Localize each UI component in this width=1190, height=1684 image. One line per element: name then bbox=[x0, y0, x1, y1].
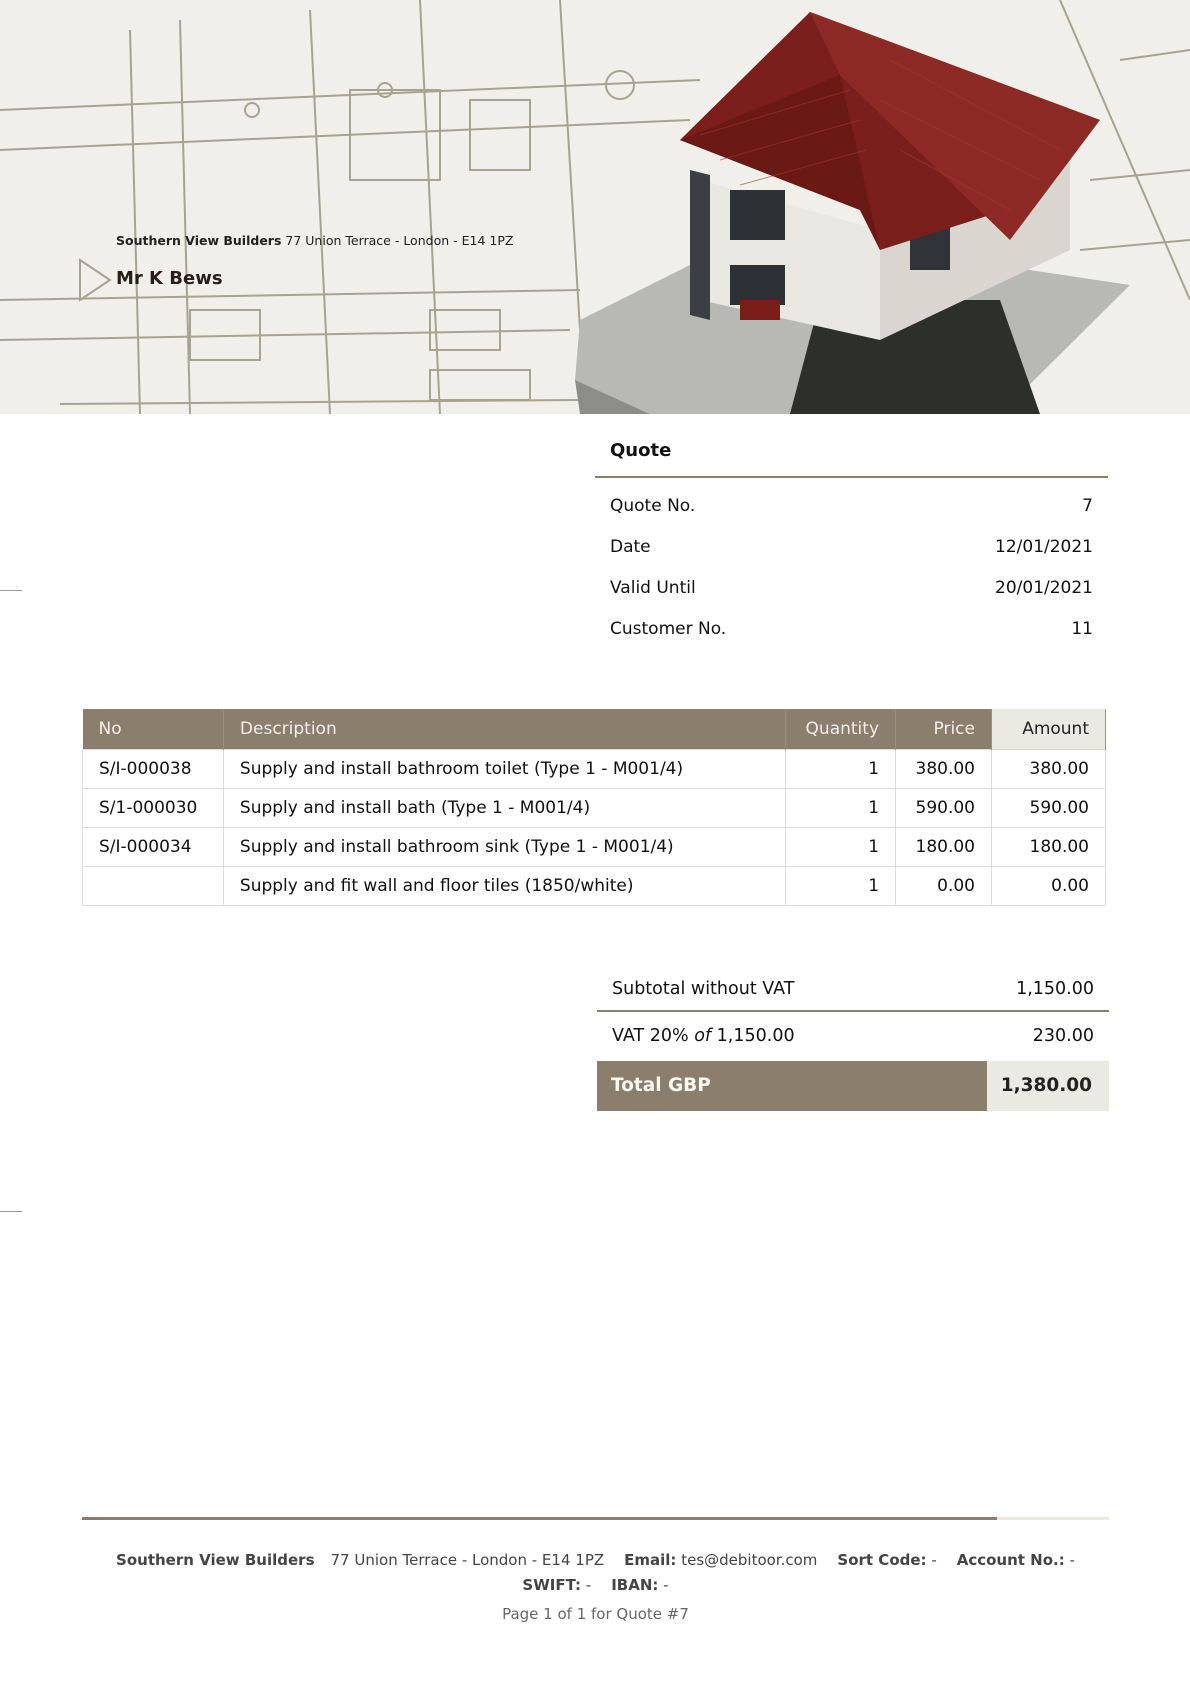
footer-email-label: Email: bbox=[624, 1551, 677, 1569]
column-header-amount: Amount bbox=[992, 709, 1106, 749]
column-header-description: Description bbox=[223, 709, 785, 749]
item-quantity: 1 bbox=[786, 749, 896, 788]
quote-number-row bbox=[595, 486, 1108, 527]
sender-name: Southern View Builders bbox=[116, 233, 282, 248]
column-header-price: Price bbox=[896, 709, 992, 749]
footer-account: - bbox=[1069, 1551, 1075, 1569]
vat-of: of bbox=[694, 1026, 712, 1046]
field-label: Quote No. bbox=[610, 496, 696, 516]
item-number: S/I-000038 bbox=[83, 749, 224, 788]
vat-rate: VAT 20% bbox=[612, 1026, 689, 1046]
footer-iban: - bbox=[663, 1576, 669, 1594]
item-price: 180.00 bbox=[896, 827, 992, 866]
footer-sort-code-label: Sort Code: bbox=[837, 1551, 927, 1569]
item-price: 380.00 bbox=[896, 749, 992, 788]
item-amount: 380.00 bbox=[992, 749, 1106, 788]
item-number bbox=[83, 866, 224, 905]
totals-section bbox=[597, 967, 1109, 1111]
recipient-name: Mr K Bews bbox=[116, 268, 223, 289]
item-number: S/I-000034 bbox=[83, 827, 224, 866]
customer-number-row bbox=[595, 609, 1108, 650]
item-quantity: 1 bbox=[786, 866, 896, 905]
footer-iban-label: IBAN: bbox=[611, 1576, 659, 1594]
page-number: Page 1 of 1 for Quote #7 bbox=[502, 1605, 689, 1623]
field-value: 20/01/2021 bbox=[995, 578, 1093, 598]
total-value: 1,380.00 bbox=[987, 1061, 1109, 1111]
line-items-table bbox=[82, 709, 1106, 906]
fold-mark bbox=[0, 590, 22, 591]
item-description: Supply and install bathroom sink (Type 1 - M001/4) bbox=[223, 827, 785, 866]
item-amount: 590.00 bbox=[992, 788, 1106, 827]
table-row bbox=[83, 866, 1106, 905]
field-label: Date bbox=[610, 537, 651, 557]
item-quantity: 1 bbox=[786, 827, 896, 866]
field-value: 12/01/2021 bbox=[995, 537, 1093, 557]
vat-value: 230.00 bbox=[1032, 1026, 1094, 1046]
field-value: 7 bbox=[1082, 496, 1093, 516]
quote-date-row bbox=[595, 527, 1108, 568]
field-value: 11 bbox=[1071, 619, 1093, 639]
footer-email: tes@debitoor.com bbox=[681, 1551, 818, 1569]
footer-sort-code: - bbox=[931, 1551, 937, 1569]
table-row bbox=[83, 749, 1106, 788]
subtotal-row bbox=[597, 967, 1109, 1012]
fold-mark bbox=[0, 1211, 22, 1212]
column-header-no: No bbox=[83, 709, 224, 749]
column-header-quantity: Quantity bbox=[786, 709, 896, 749]
item-amount: 0.00 bbox=[992, 866, 1106, 905]
grand-total-row bbox=[597, 1061, 1109, 1111]
footer-address: 77 Union Terrace - London - E14 1PZ bbox=[330, 1551, 605, 1569]
sender-line bbox=[116, 233, 513, 248]
header-banner-image bbox=[0, 0, 1190, 414]
quote-title: Quote bbox=[595, 434, 1108, 478]
vat-row bbox=[597, 1012, 1109, 1061]
vat-base: 1,150.00 bbox=[716, 1026, 795, 1046]
item-quantity: 1 bbox=[786, 788, 896, 827]
footer-bank-details bbox=[82, 1576, 1109, 1594]
table-row bbox=[83, 788, 1106, 827]
field-label: Valid Until bbox=[610, 578, 696, 598]
footer-company: Southern View Builders bbox=[116, 1551, 315, 1569]
footer-divider bbox=[82, 1517, 1109, 1520]
item-number: S/1-000030 bbox=[83, 788, 224, 827]
item-description: Supply and install bathroom toilet (Type 1 - M001/4) bbox=[223, 749, 785, 788]
valid-until-row bbox=[595, 568, 1108, 609]
subtotal-label: Subtotal without VAT bbox=[612, 979, 795, 999]
footer-company-details bbox=[82, 1551, 1109, 1569]
table-row bbox=[83, 827, 1106, 866]
footer-account-label: Account No.: bbox=[956, 1551, 1065, 1569]
item-description: Supply and install bath (Type 1 - M001/4) bbox=[223, 788, 785, 827]
field-label: Customer No. bbox=[610, 619, 727, 639]
subtotal-value: 1,150.00 bbox=[1016, 979, 1094, 999]
footer-swift-label: SWIFT: bbox=[522, 1576, 581, 1594]
item-price: 590.00 bbox=[896, 788, 992, 827]
total-label: Total GBP bbox=[597, 1061, 987, 1111]
table-header-row bbox=[83, 709, 1106, 749]
item-price: 0.00 bbox=[896, 866, 992, 905]
item-amount: 180.00 bbox=[992, 827, 1106, 866]
quote-details bbox=[595, 434, 1108, 650]
footer-swift: - bbox=[585, 1576, 592, 1594]
blueprint-house-illustration bbox=[0, 0, 1190, 414]
sender-address: 77 Union Terrace - London - E14 1PZ bbox=[285, 233, 514, 248]
item-description: Supply and fit wall and floor tiles (1850/white) bbox=[223, 866, 785, 905]
vat-label bbox=[612, 1012, 795, 1061]
